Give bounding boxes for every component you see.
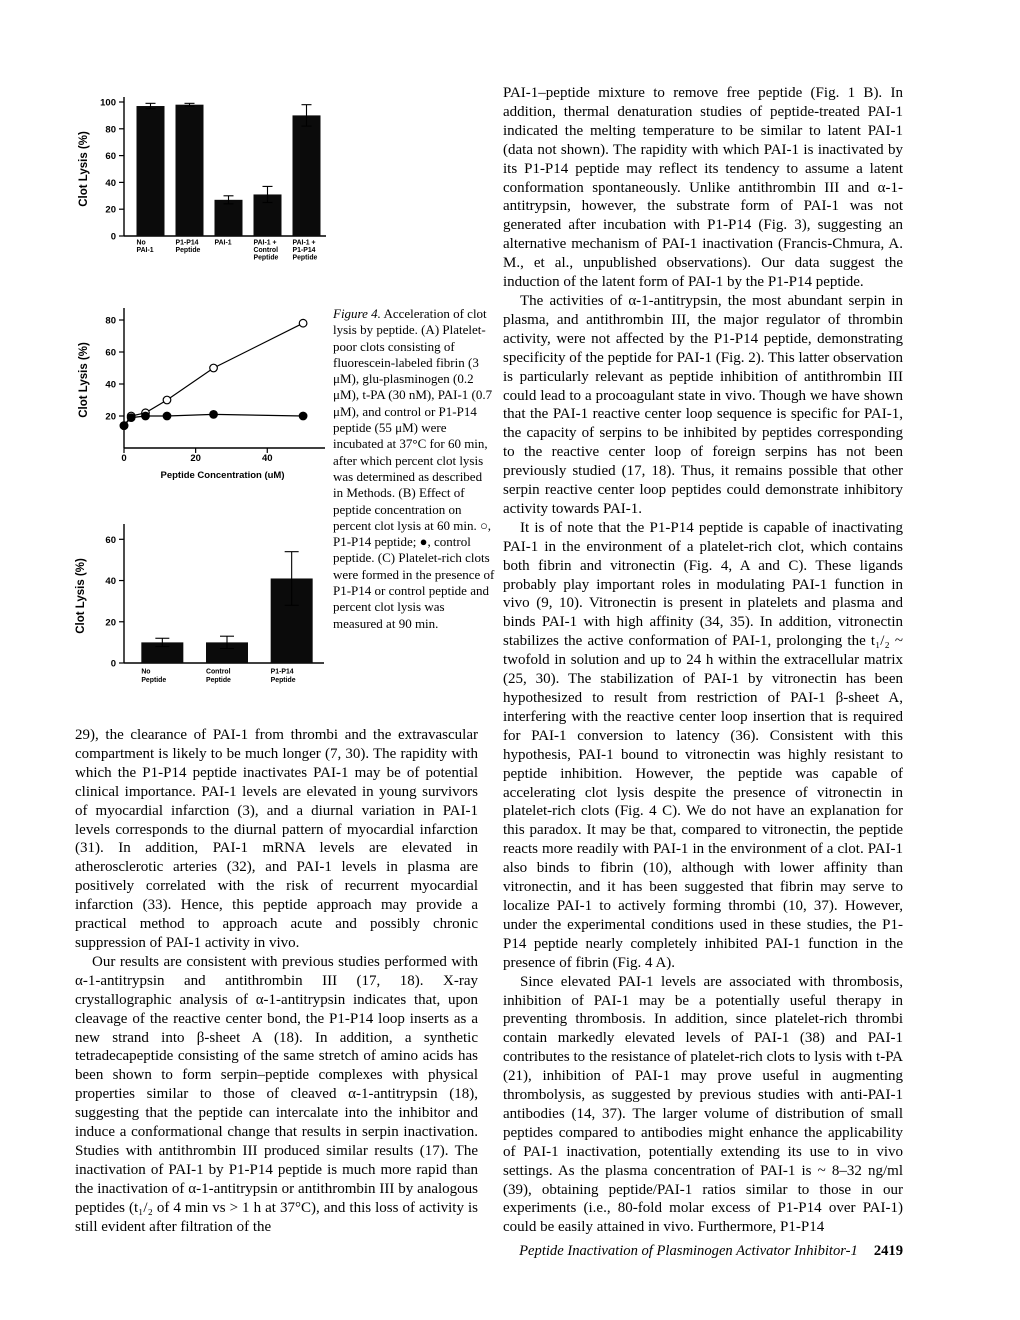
svg-text:Peptide: Peptide: [206, 676, 231, 684]
right-column-text: [503, 84, 903, 1237]
svg-text:Peptide: Peptide: [141, 676, 167, 684]
svg-text:Peptide Concentration (uM): Peptide Concentration (uM): [160, 470, 285, 481]
svg-text:40: 40: [105, 379, 116, 391]
svg-text:60: 60: [105, 151, 116, 163]
svg-text:60: 60: [105, 534, 116, 546]
figure4-caption: [333, 306, 495, 632]
svg-text:Clot Lysis (%): Clot Lysis (%): [78, 131, 90, 207]
running-title: Peptide Inactivation of Plasminogen Activator Inhibitor-1: [519, 1243, 858, 1259]
svg-text:80: 80: [105, 315, 116, 327]
svg-text:Peptide: Peptide: [292, 254, 318, 262]
paragraph: Our results are consistent with previous studies performed with α-1-antitrypsin and antithrombin III (17, 18). X-ray crystallographic analysis of α-1-antitrypsin indicates that, upon cleavage of the reactive center bond, the P1-P14 loop inserts as a new strand into β-sheet A (18). In addition, a synthetic tetradecapeptide consisting of the same stretch of amino acids has been shown to form serpin–peptide complexes with physical properties similar to those of cleaved α-1-antitrypsin (18), suggesting that the peptide can intercalate into the inhibitor and induce a conformational change that results in serpin inactivation. Studies with antithrombin III produced similar results (17). The inactivation of PAI-1 by P1-P14 peptide is much more rapid than the inactivation of α-1-antitrypsin or antithrombin III by analogous peptides (t₁/₂ of 4 min vs > 1 h at 37°C), and this loss of activity is still evident after filtration of the: [75, 953, 478, 1235]
svg-text:Control: Control: [253, 247, 278, 255]
page-number: 2419: [873, 1243, 903, 1259]
page-footer: [503, 1243, 903, 1260]
svg-text:P1-P14: P1-P14: [175, 239, 199, 247]
svg-text:20: 20: [105, 617, 116, 629]
svg-text:PAI-1 +: PAI-1 +: [292, 239, 316, 247]
paragraph: It is of note that the P1-P14 peptide is capable of inactivating PAI-1 in the environment of a platelet-rich clot, which contains both fibrin and vitronectin (Fig. 4, A and C). These ligands probably play important roles in modulating PAI-1 function in vivo (9, 10). Vitronectin is present in platelets and plasma and binds PAI-1 with high affinity (34, 35). In addition, vitronectin stabilizes the active conformation of PAI-1, prolonging the t₁/₂ ~ twofold in solution and up to 24 h within the extracellular matrix (25, 30). The stabilization of PAI-1 by vitronectin has been hypothesized to result from restriction of PAI-1 β-sheet A, interfering with the reactive center loop insertion that is required for PAI-1 conversion to latency (36). Consistent with this hypothesis, PAI-1 bound to vitronectin was highly resistant to peptide inhibition. However, the peptide was capable of accelerating clot lysis despite the presence of vitronectin in platelet-rich clots (Fig. 4 C). We do not have an explanation for this paradox. It may be that, compared to vitronectin, the peptide reacts more readily with PAI-1 in the environment of a clot. PAI-1 also binds to fibrin (10), although with lower affinity than vitronectin, and it has been suggested that fibrin may serve to localize PAI-1 to actively forming thrombi (10, 37). However, under the experimental conditions used in these studies, the P1-P14 peptide nearly completely inhibited PAI-1 function in the presence of fibrin (Fig. 4 A).: [503, 519, 903, 971]
svg-text:No: No: [136, 239, 146, 247]
svg-text:60: 60: [105, 347, 116, 359]
svg-text:Peptide: Peptide: [175, 247, 201, 255]
paragraph: 29), the clearance of PAI-1 from thrombi and the extravascular compartment is likely to be much longer (7, 30). The rapidity with which the P1-P14 peptide inactivates PAI-1 may be of potential clinical importance. PAI-1 levels are elevated in young survivors of myocardial infarction (3), and a diurnal variation in PAI-1 levels corresponds to the diurnal pattern of myocardial infarction (31). In addition, PAI-1 mRNA levels are elevated in atherosclerotic arteries (32), and PAI-1 levels in plasma are positively correlated with the risk of recurrent myocardial infarction (33). Hence, this peptide approach may provide a practical method to approach acute and possibly chronic suppression of PAI-1 activity in vivo.: [75, 727, 478, 951]
figure4-panel-a-bar-chart: [76, 86, 331, 286]
figure4-caption-text: Acceleration of clot lysis by peptide. (A) Platelet-poor clots consisting of fluorescein-labeled fibrin (3 μM), glu-plasminogen (0.2 μM), t-PA (30 nM), PAI-1 (0.7 μM), and control or P1-P14 peptide (55 μM) were incubated at 37°C for 60 min, after which percent clot lysis was determined as described in Methods. (B) Effect of peptide concentration on percent clot lysis at 60 min. ○, P1-P14 peptide; ●, control peptide. (C) Platelet-rich clots were formed in the presence of P1-P14 or control peptide and percent clot lysis was measured at 90 min.: [333, 306, 495, 631]
paragraph: PAI-1–peptide mixture to remove free peptide (Fig. 1 B). In addition, thermal denaturation studies of peptide-treated PAI-1 indicated the melting temperature to be similar to latent PAI-1 (data not shown). The rapidity with which PAI-1 is inactivated by its P1-P14 peptide may reflect its tendency to assume a latent conformation spontaneously. Unlike antithrombin III and α-1-antitrypsin, however, the substrate form of PAI-1 was not generated after incubation with P1-P14 (Fig. 3), suggesting an alternative mechanism of PAI-1 inactivation (Francis-Chmura, A. M., et al., unpublished observations). Our data suggest the induction of the latent form of PAI-1 by the P1-P14 peptide.: [503, 85, 903, 291]
figure4-panel-c-bar-chart: [72, 515, 334, 710]
svg-text:40: 40: [261, 453, 273, 464]
svg-text:0: 0: [121, 453, 127, 464]
svg-text:P1-P14: P1-P14: [292, 247, 316, 255]
svg-text:PAI-1: PAI-1: [214, 239, 232, 247]
svg-text:Peptide: Peptide: [270, 676, 296, 684]
svg-text:0: 0: [110, 231, 116, 243]
svg-text:No: No: [141, 668, 151, 676]
svg-text:20: 20: [105, 411, 116, 423]
paragraph: Since elevated PAI-1 levels are associated with thrombosis, inhibition of PAI-1 may be a potentially useful therapy in preventing thrombosis. In addition, since platelet-rich thrombi contain markedly elevated levels of PAI-1 (38) and PAI-1 contributes to the resistance of platelet-rich clots to lysis with t-PA (21), inhibition of PAI-1 may prove useful in augmenting thrombolysis, as suggested by previous studies with anti-PAI-1 antibodies (14, 37). The larger volume of distribution of small peptides compared to antibodies might enhance the applicability of PAI-1 inactivation, potentially extending its use to in vivo settings. As the plasma concentration of PAI-1 is ~ 8–32 ng/ml (39), obtaining peptide/PAI-1 ratios similar to those in our experiments (i.e., 80-fold molar excess of P1-P14 over PAI-1) could be easily attained in vivo. Furthermore, P1-P14: [503, 973, 903, 1236]
svg-text:20: 20: [190, 453, 201, 464]
svg-text:PAI-1: PAI-1: [136, 247, 154, 255]
svg-text:Clot Lysis (%): Clot Lysis (%): [75, 558, 87, 634]
left-column-text: [75, 726, 478, 1236]
figure4-caption-label: Figure 4.: [333, 306, 381, 321]
svg-text:Peptide: Peptide: [253, 254, 279, 262]
svg-text:P1-P14: P1-P14: [270, 668, 294, 676]
svg-text:100: 100: [100, 97, 116, 109]
svg-text:40: 40: [105, 177, 116, 189]
paragraph: The activities of α-1-antitrypsin, the most abundant serpin in plasma, and antithrombin III, the major regulator of thrombin activity, were not affected by the P1-P14 peptide, demonstrating specificity of the peptide for PAI-1 (Fig. 2). This latter observation is particularly relevant as peptide inhibition of antithrombin III could lead to a procoagulant state in vivo. Though we have shown that the PAI-1 reactive center loop sequence is specific for PAI-1, the capacity of serpins to be inhibited by peptides corresponding to the reactive center loop of foreign serpins has not been previously studied (17, 18). Thus, it remains possible that other serpin reactive center loop peptides could demonstrate inhibitory activity towards PAI-1.: [503, 292, 903, 517]
svg-text:20: 20: [105, 204, 116, 216]
svg-text:80: 80: [105, 124, 116, 136]
svg-text:PAI-1 +: PAI-1 +: [253, 239, 277, 247]
svg-text:40: 40: [105, 576, 116, 588]
svg-text:Control: Control: [206, 668, 231, 676]
svg-text:Clot Lysis (%): Clot Lysis (%): [78, 342, 90, 418]
svg-text:0: 0: [110, 658, 116, 670]
figure4-panel-b-line-chart: [76, 300, 331, 495]
